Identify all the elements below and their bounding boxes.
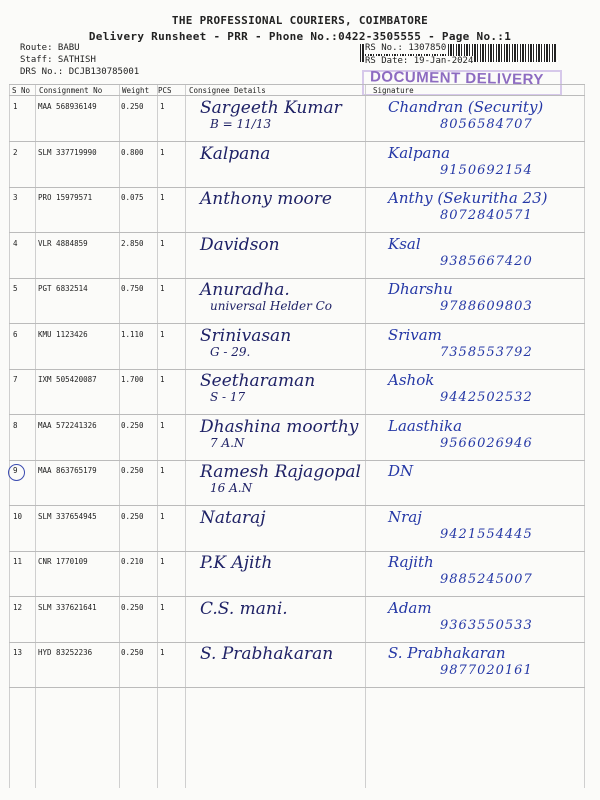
- row-sno: 2: [13, 148, 18, 157]
- row-weight: 0.750: [121, 284, 144, 293]
- row-consignment: KMU 1123426: [38, 330, 88, 339]
- row-sno: 13: [13, 648, 23, 657]
- row-sno: 11: [13, 557, 23, 566]
- consignee-name: Anuradha.: [200, 280, 290, 300]
- row-sno: 1: [13, 102, 18, 111]
- row-consignment: VLR 4884859: [38, 239, 88, 248]
- row-consignment: HYD 83252236: [38, 648, 93, 657]
- row-sno: 3: [13, 193, 18, 202]
- consignee-name: P.K Ajith: [200, 553, 273, 573]
- row-consignment: PGT 6832514: [38, 284, 88, 293]
- runsheet-subtitle: Delivery Runsheet - PRR - Phone No.:0422-3505555 - Page No.:1: [88, 30, 512, 43]
- row-divider: [9, 278, 585, 279]
- signature-phone: 9885245007: [440, 572, 533, 587]
- row-divider: [9, 141, 585, 142]
- col-weight: Weight: [122, 86, 150, 95]
- row-divider: [9, 642, 585, 643]
- row-pcs: 1: [160, 648, 165, 657]
- signature-phone: 9150692154: [440, 163, 533, 178]
- row-pcs: 1: [160, 375, 165, 384]
- col-consignment: Consignment No: [39, 86, 103, 95]
- row-weight: 2.850: [121, 239, 144, 248]
- signature: Laasthika: [388, 417, 463, 435]
- signature: Kalpana: [388, 144, 451, 162]
- row-weight: 0.800: [121, 148, 144, 157]
- row-consignment: SLM 337654945: [38, 512, 97, 521]
- row-pcs: 1: [160, 330, 165, 339]
- consignee-name: S. Prabhakaran: [200, 644, 334, 664]
- col-consignee: Consignee Details: [189, 86, 266, 95]
- signature-phone: 9566026946: [440, 436, 533, 451]
- consignee-name: Ramesh Rajagopal: [200, 462, 361, 482]
- signature-phone: 9788609803: [440, 299, 533, 314]
- signature: Adam: [388, 599, 432, 617]
- consignee-address: S - 17: [210, 390, 246, 404]
- row-sno: 10: [13, 512, 23, 521]
- document-delivery-stamp: DOCUMENT DELIVERY: [369, 68, 544, 89]
- row-sno: 12: [13, 603, 23, 612]
- row-consignment: SLM 337719990: [38, 148, 97, 157]
- row-pcs: 1: [160, 421, 165, 430]
- signature-phone: 9442502532: [440, 390, 533, 405]
- row-pcs: 1: [160, 193, 165, 202]
- rs-date: RS Date: 19-Jan-2024: [365, 56, 474, 66]
- consignee-address: B = 11/13: [210, 117, 272, 131]
- row-divider: [9, 323, 585, 324]
- signature: Ashok: [388, 371, 435, 389]
- row-pcs: 1: [160, 102, 165, 111]
- row-divider: [9, 505, 585, 506]
- row-consignment: MAA 863765179: [38, 466, 97, 475]
- signature: Chandran (Security): [388, 98, 544, 116]
- consignee-address: universal Helder Co: [210, 299, 333, 313]
- signature: Dharshu: [388, 280, 453, 298]
- row-consignment: CNR 1770109: [38, 557, 88, 566]
- consignee-name: Nataraj: [200, 508, 266, 528]
- row-pcs: 1: [160, 239, 165, 248]
- signature: DN: [388, 462, 414, 480]
- col-sno: S No: [12, 86, 31, 95]
- consignee-name: C.S. mani.: [200, 599, 288, 619]
- row-weight: 0.210: [121, 557, 144, 566]
- row-consignment: IXM 505420087: [38, 375, 97, 384]
- row-divider: [9, 460, 585, 461]
- staff-label: Staff: SATHISH: [20, 55, 96, 65]
- signature-phone: 9363550533: [440, 618, 533, 633]
- row-sno: 5: [13, 284, 18, 293]
- consignee-name: Kalpana: [200, 144, 271, 164]
- signature: Ksal: [388, 235, 421, 253]
- signature-phone: 8072840571: [440, 208, 533, 223]
- row-sno: 8: [13, 421, 18, 430]
- row-weight: 0.250: [121, 603, 144, 612]
- row-weight: 0.075: [121, 193, 144, 202]
- drs-number: DRS No.: DCJB130785001: [20, 67, 140, 77]
- row-divider: [9, 687, 585, 688]
- row-pcs: 1: [160, 557, 165, 566]
- signature: Srivam: [388, 326, 442, 344]
- row-consignment: MAA 572241326: [38, 421, 97, 430]
- circled-row-marker: [8, 464, 25, 481]
- consignee-name: Anthony moore: [200, 189, 332, 209]
- col-signature: Signature: [373, 86, 414, 95]
- signature: Nraj: [388, 508, 422, 526]
- row-consignment: SLM 337621641: [38, 603, 97, 612]
- consignee-address: 7 A.N: [210, 436, 245, 450]
- consignee-name: Dhashina moorthy: [200, 417, 359, 437]
- row-consignment: MAA 568936149: [38, 102, 97, 111]
- row-sno: 6: [13, 330, 18, 339]
- consignee-address: 16 A.N: [210, 481, 253, 495]
- row-pcs: 1: [160, 466, 165, 475]
- row-weight: 0.250: [121, 512, 144, 521]
- row-divider: [9, 551, 585, 552]
- signature-phone: 9385667420: [440, 254, 533, 269]
- signature: S. Prabhakaran: [388, 644, 506, 662]
- signature: Rajith: [388, 553, 434, 571]
- row-pcs: 1: [160, 148, 165, 157]
- signature: Anthy (Sekuritha 23): [388, 189, 548, 207]
- row-weight: 0.250: [121, 466, 144, 475]
- consignee-name: Seetharaman: [200, 371, 316, 391]
- row-weight: 0.250: [121, 421, 144, 430]
- row-consignment: PRO 15979571: [38, 193, 93, 202]
- consignee-name: Srinivasan: [200, 326, 292, 346]
- row-weight: 1.110: [121, 330, 144, 339]
- row-sno: 9: [13, 466, 18, 475]
- row-pcs: 1: [160, 603, 165, 612]
- row-divider: [9, 596, 585, 597]
- signature-phone: 7358553792: [440, 345, 533, 360]
- consignee-address: G - 29.: [210, 345, 251, 359]
- rs-number: RS No.: 1307850: [365, 43, 447, 53]
- company-title: THE PROFESSIONAL COURIERS, COIMBATORE: [171, 14, 429, 27]
- row-sno: 7: [13, 375, 18, 384]
- row-divider: [9, 369, 585, 370]
- row-pcs: 1: [160, 284, 165, 293]
- row-weight: 1.700: [121, 375, 144, 384]
- row-weight: 0.250: [121, 102, 144, 111]
- row-weight: 0.250: [121, 648, 144, 657]
- consignee-name: Sargeeth Kumar: [200, 98, 342, 118]
- signature-phone: 8056584707: [440, 117, 533, 132]
- row-divider: [9, 232, 585, 233]
- row-divider: [9, 414, 585, 415]
- consignee-name: Davidson: [200, 235, 280, 255]
- route-label: Route: BABU: [20, 43, 80, 53]
- row-divider: [9, 187, 585, 188]
- signature-phone: 9421554445: [440, 527, 533, 542]
- signature-phone: 9877020161: [440, 663, 533, 678]
- row-pcs: 1: [160, 512, 165, 521]
- col-pcs: PCS: [158, 86, 172, 95]
- row-sno: 4: [13, 239, 18, 248]
